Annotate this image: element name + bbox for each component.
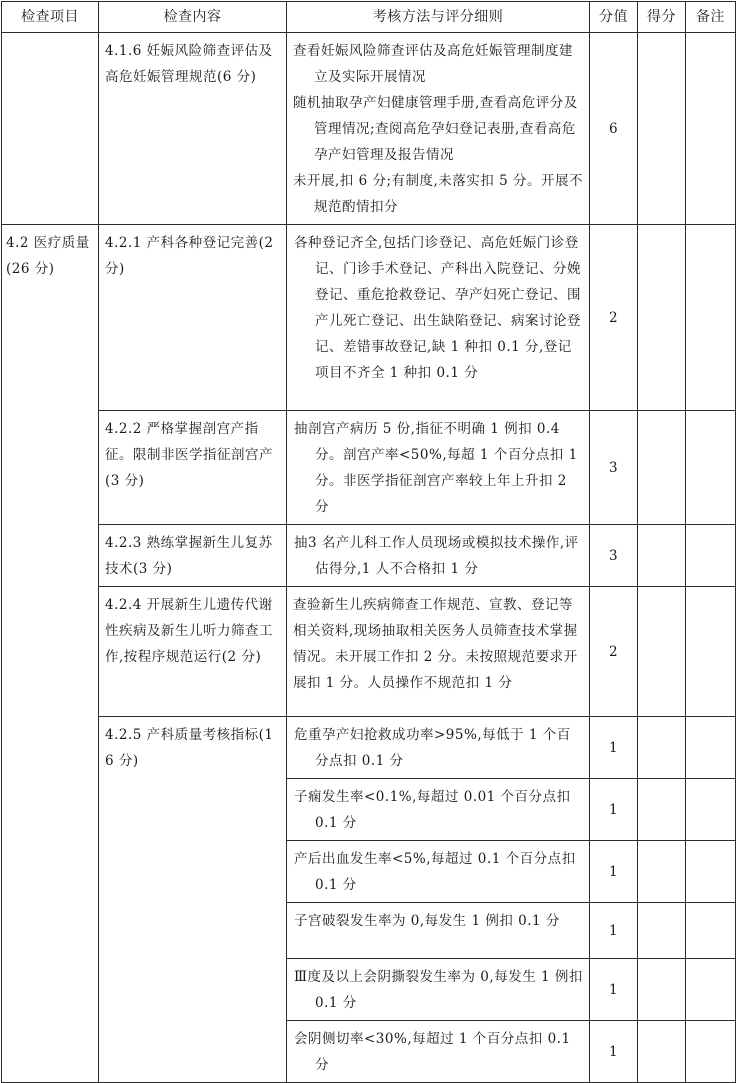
header-got: 得分 — [638, 2, 686, 33]
got-cell[interactable] — [638, 33, 686, 225]
method-cell: 会阴侧切率<30%,每超过 1 个百分点扣 0.1 分 — [287, 1021, 590, 1083]
score-cell: 2 — [590, 587, 638, 717]
content-cell: 4.2.3 熟练掌握新生儿复苏技术(3 分) — [99, 525, 287, 587]
header-score: 分值 — [590, 2, 638, 33]
method-line: 查看妊娠风险筛查评估及高危妊娠管理制度建立及实际开展情况 — [293, 43, 573, 85]
got-cell[interactable] — [638, 841, 686, 903]
note-cell[interactable] — [686, 841, 736, 903]
table-row — [2, 717, 736, 779]
item-cell: 4.2 医疗质量(26 分) — [2, 225, 99, 1083]
method-line: 未开展,扣 6 分;有制度,未落实扣 5 分。开展不规范酌情扣分 — [293, 173, 583, 215]
note-cell[interactable] — [686, 33, 736, 225]
content-cell: 4.2.2 严格掌握剖宫产指征。限制非医学指征剖宫产(3 分) — [99, 411, 287, 525]
score-cell: 1 — [590, 959, 638, 1021]
score-cell: 1 — [590, 1021, 638, 1083]
note-cell[interactable] — [686, 587, 736, 717]
score-cell: 2 — [590, 225, 638, 411]
header-content: 检查内容 — [99, 2, 287, 33]
method-cell: Ⅲ度及以上会阴撕裂发生率为 0,每发生 1 例扣 0.1 分 — [287, 959, 590, 1021]
method-cell: 子宫破裂发生率为 0,每发生 1 例扣 0.1 分 — [287, 903, 590, 959]
scoring-table — [1, 1, 736, 1083]
table-row — [2, 411, 736, 525]
method-line: 随机抽取孕产妇健康管理手册,查看高危评分及管理情况;查阅高危孕妇登记表册,查看高危孕产妇管理及报告情况 — [293, 95, 578, 163]
note-cell[interactable] — [686, 525, 736, 587]
method-cell: 抽3 名产儿科工作人员现场或模拟技术操作,评估得分,1 人不合格扣 1 分 — [287, 525, 590, 587]
method-cell: 危重孕产妇抢救成功率>95%,每低于 1 个百分点扣 0.1 分 — [287, 717, 590, 779]
header-method: 考核方法与评分细则 — [287, 2, 590, 33]
got-cell[interactable] — [638, 1021, 686, 1083]
content-cell: 4.2.1 产科各种登记完善(2 分) — [99, 225, 287, 411]
got-cell[interactable] — [638, 903, 686, 959]
method-cell — [287, 33, 590, 225]
table-row — [2, 587, 736, 717]
note-cell[interactable] — [686, 903, 736, 959]
header-note: 备注 — [686, 2, 736, 33]
got-cell[interactable] — [638, 717, 686, 779]
got-cell[interactable] — [638, 411, 686, 525]
note-cell[interactable] — [686, 225, 736, 411]
got-cell[interactable] — [638, 959, 686, 1021]
item-cell-empty — [2, 33, 99, 225]
note-cell[interactable] — [686, 959, 736, 1021]
got-cell[interactable] — [638, 587, 686, 717]
got-cell[interactable] — [638, 779, 686, 841]
note-cell[interactable] — [686, 411, 736, 525]
method-cell: 抽剖宫产病历 5 份,指征不明确 1 例扣 0.4 分。剖宫产率<50%,每超 1 个百分点扣 1 分。非医学指征剖宫产率较上年上升扣 2 分 — [287, 411, 590, 525]
method-cell: 子痫发生率<0.1%,每超过 0.01 个百分点扣 0.1 分 — [287, 779, 590, 841]
note-cell[interactable] — [686, 717, 736, 779]
method-cell: 查验新生儿疾病筛查工作规范、宣教、登记等相关资料,现场抽取相关医务人员筛查技术掌握情况。未开展工作扣 2 分。未按照规范要求开展扣 1 分。人员操作不规范扣 1 分 — [287, 587, 590, 717]
score-cell: 1 — [590, 779, 638, 841]
header-row — [2, 2, 736, 33]
table-row — [2, 33, 736, 225]
header-item: 检查项目 — [2, 2, 99, 33]
got-cell[interactable] — [638, 525, 686, 587]
method-cell: 各种登记齐全,包括门诊登记、高危妊娠门诊登记、门诊手术登记、产科出入院登记、分娩登记、重危抢救登记、孕产妇死亡登记、围产儿死亡登记、出生缺陷登记、病案讨论登记、差错事故登记,缺 1 种扣 0.1 分,登记项目不齐全 1 种扣 0.1 分 — [287, 225, 590, 411]
content-cell: 4.2.4 开展新生儿遗传代谢性疾病及新生儿听力筛查工作,按程序规范运行(2 分) — [99, 587, 287, 717]
content-cell: 4.1.6 妊娠风险筛查评估及高危妊娠管理规范(6 分) — [99, 33, 287, 225]
table-row — [2, 225, 736, 411]
note-cell[interactable] — [686, 779, 736, 841]
score-cell: 1 — [590, 841, 638, 903]
got-cell[interactable] — [638, 225, 686, 411]
score-cell: 6 — [590, 33, 638, 225]
note-cell[interactable] — [686, 1021, 736, 1083]
method-cell: 产后出血发生率<5%,每超过 0.1 个百分点扣 0.1 分 — [287, 841, 590, 903]
score-cell: 1 — [590, 903, 638, 959]
score-cell: 3 — [590, 411, 638, 525]
score-cell: 1 — [590, 717, 638, 779]
table-row — [2, 525, 736, 587]
score-cell: 3 — [590, 525, 638, 587]
content-cell: 4.2.5 产科质量考核指标(16 分) — [99, 717, 287, 1083]
